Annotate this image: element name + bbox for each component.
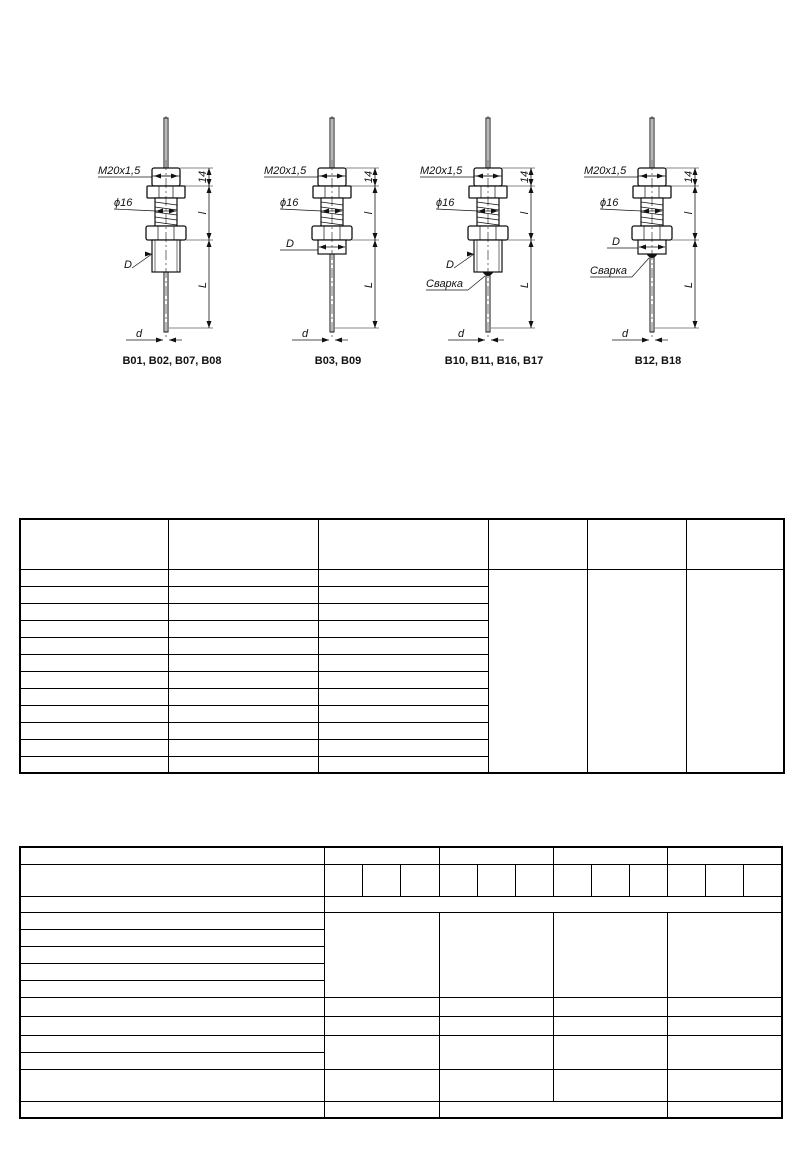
drawing-label: l [519,211,531,215]
drawing-label: M20x1,5 [584,165,627,177]
table-cell [668,864,706,896]
table-cell [168,637,318,654]
table-row [20,997,782,1016]
table-cell-merged [553,1035,667,1069]
table-cell [318,654,488,671]
table-cell-span [439,1101,668,1118]
table-cell [20,864,325,896]
table-cell-group [439,1016,553,1035]
table-cell-group [439,1069,553,1101]
table-row [20,1035,782,1052]
table-2 [19,846,783,1119]
drawing-label: B01, B02, B07, B08 [122,355,222,367]
table-1-header-row [20,519,784,569]
table-row [20,569,784,586]
table-cell [20,1101,325,1118]
drawing-label: Сварка [426,278,463,290]
table-1-header-cell [488,519,587,569]
table-cell [363,864,401,896]
table-cell [20,997,325,1016]
drawing-label: d [622,328,629,340]
table-cell [318,756,488,773]
table-cell-group [439,997,553,1016]
table-cell [168,739,318,756]
table-cell [168,620,318,637]
drawing-label: ϕ16 [114,197,133,209]
table-cell-merged [439,912,553,997]
table-row [20,1016,782,1035]
assembly-drawing [264,116,379,367]
table-cell-merged [587,569,686,773]
table-cell-merged [488,569,587,773]
drawing-label: D [446,259,454,271]
drawing-label: d [302,328,309,340]
table-cell [168,569,318,586]
table-cell [744,864,782,896]
table-cell [318,569,488,586]
drawings-area [0,0,803,400]
table-cell [439,864,477,896]
table-cell [553,864,591,896]
drawing-label: ϕ16 [600,197,619,209]
table-1-header-cell [587,519,686,569]
drawing-label: D [124,259,132,271]
table-cell [20,756,168,773]
table-cell [318,705,488,722]
table-cell-group [553,997,667,1016]
table-cell [318,671,488,688]
table-cell-merged [686,569,784,773]
table-cell [168,586,318,603]
drawing-label: d [136,328,143,340]
table-cell [168,756,318,773]
table-cell [20,896,325,912]
table-1-header-cell [686,519,784,569]
drawing-label: B03, B09 [314,355,362,367]
table-cell [20,603,168,620]
drawing-label: L [363,281,375,289]
table-1 [19,518,785,774]
table-row [20,1069,782,1101]
table-cell [20,637,168,654]
table-cell [20,1069,325,1101]
drawing-label: D [286,238,294,250]
table-cell [318,620,488,637]
table-cell [20,963,325,980]
table-2-subheader-row [20,864,782,896]
drawing-label: B12, B18 [634,355,682,367]
table-cell [318,739,488,756]
table-cell [318,603,488,620]
table-cell-group [668,847,782,864]
drawing-label: d [458,328,465,340]
drawing-label: 14 [197,170,209,184]
table-cell [20,688,168,705]
table-cell [168,654,318,671]
assembly-drawing [584,116,699,367]
table-cell [20,722,168,739]
table-cell [477,864,515,896]
drawing-label: l [363,211,375,215]
drawing-label: L [683,281,695,289]
table-cell [515,864,553,896]
drawing-label: Сварка [590,265,627,277]
table-cell-group [553,1016,667,1035]
table-cell [706,864,744,896]
table-cell [20,671,168,688]
drawing-label: D [612,236,620,248]
table-cell [20,980,325,997]
table-cell [325,864,363,896]
assembly-drawings [0,0,803,400]
table-cell [20,1035,325,1052]
table-cell [591,864,629,896]
table-cell-group [668,1016,782,1035]
table-cell-merged [668,912,782,997]
assembly-drawing [420,116,543,367]
table-cell-group [325,1016,439,1035]
table-cell-group [325,1101,439,1118]
table-cell [168,722,318,739]
drawing-label: 14 [519,170,531,184]
table-cell [20,847,325,864]
table-1-header-cell [168,519,318,569]
table-cell-group [668,1101,782,1118]
table-cell [168,671,318,688]
table-cell-group [668,1069,782,1101]
drawing-label: l [197,211,209,215]
table-cell [168,603,318,620]
table-cell-span [325,896,782,912]
drawing-label: l [683,211,695,215]
drawing-label: 14 [683,170,695,184]
table-cell [20,929,325,946]
table-cell [318,637,488,654]
table-cell [20,912,325,929]
table-cell-merged [439,1035,553,1069]
table-cell [20,569,168,586]
table-cell [401,864,439,896]
assembly-drawing [98,116,222,367]
table-row [20,896,782,912]
table-cell [20,620,168,637]
table-cell-group [553,847,667,864]
drawing-label: M20x1,5 [420,165,463,177]
table-1-header-cell [318,519,488,569]
drawing-label: M20x1,5 [98,165,141,177]
table-cell [20,654,168,671]
table-cell-group [325,847,439,864]
drawing-label: B10, B11, B16, B17 [444,355,544,367]
drawing-label: M20x1,5 [264,165,307,177]
drawing-label: 14 [363,170,375,184]
table-1-header-cell [20,519,168,569]
table-cell [630,864,668,896]
drawing-label: L [519,281,531,289]
table-cell [318,688,488,705]
table-cell [318,586,488,603]
drawing-label: ϕ16 [280,197,299,209]
table-cell [20,705,168,722]
table-cell-merged [553,912,667,997]
table-row [20,1101,782,1118]
table-cell-group [439,847,553,864]
table-cell [20,586,168,603]
table-cell [168,705,318,722]
table-row [20,912,782,929]
table-cell [20,739,168,756]
table-cell-merged [325,912,439,997]
table-cell [20,1016,325,1035]
table-cell-group [553,1069,667,1101]
table-cell [318,722,488,739]
table-2-header-row [20,847,782,864]
table-cell-group [325,1069,439,1101]
table-cell-merged [668,1035,782,1069]
table-cell [168,688,318,705]
drawing-label: ϕ16 [436,197,455,209]
table-cell-group [668,997,782,1016]
table-cell [20,946,325,963]
table-cell-merged [325,1035,439,1069]
table-cell [20,1052,325,1069]
drawing-label: L [197,281,209,289]
table-cell-group [325,997,439,1016]
